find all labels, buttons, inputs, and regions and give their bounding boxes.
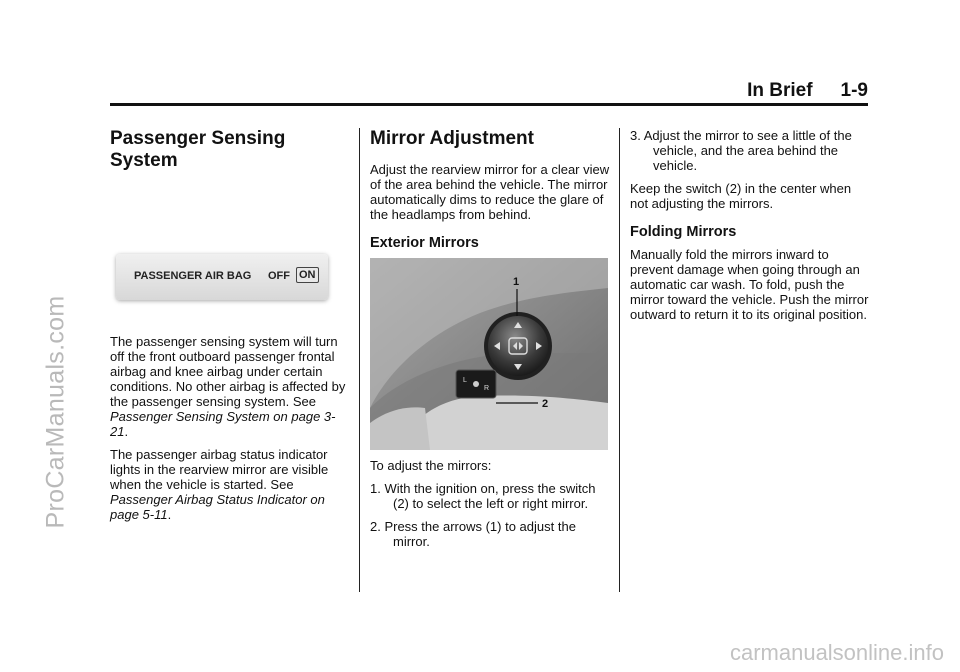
passenger-sensing-end: . [124, 424, 129, 439]
step-2: 2. Press the arrows (1) to adjust the mirror. [370, 519, 576, 549]
airbag-indicator-panel [116, 254, 328, 300]
adjust-lead: To adjust the mirrors: [370, 458, 492, 473]
airbag-indicator-on: ON [296, 267, 319, 283]
column-divider-left [359, 128, 360, 592]
callout-2: 2 [542, 398, 549, 410]
folding-mirrors-text: Manually fold the mirrors inward to prevent damage when going through an automatic car wash. To fold, push the mirror toward the vehicle. Push the mirror outward to return it to its original position. [630, 247, 869, 322]
header-page-number: 1-9 [840, 80, 868, 101]
callout-1: 1 [513, 276, 520, 288]
status-indicator-paragraph [110, 447, 350, 522]
switch-left-letter: L [463, 377, 467, 384]
status-indicator-link[interactable]: Passenger Airbag Status Indicator on page 5-11 [110, 492, 325, 522]
keep-switch-text: Keep the switch (2) in the center when not adjusting the mirrors. [630, 181, 852, 211]
mirror-intro: Adjust the rearview mirror for a clear view of the area behind the vehicle. The mirror automatically dims to reduce the glare of the headlamps from behind. [370, 162, 610, 222]
airbag-indicator-off: OFF [268, 270, 290, 282]
airbag-indicator-label: PASSENGER AIR BAG [134, 270, 252, 282]
middle-column [370, 128, 610, 557]
header-section: In Brief [747, 80, 813, 101]
right-column [630, 128, 870, 330]
step-3: 3. Adjust the mirror to see a little of the vehicle, and the area behind the vehicle. [630, 128, 852, 173]
status-indicator-text: The passenger airbag status indicator lights in the rearview mirror are visible when the vehicle is started. See [110, 447, 329, 492]
page-header [110, 80, 868, 102]
passenger-sensing-link[interactable]: Passenger Sensing System on page 3-21 [110, 409, 336, 439]
mirror-control-photo [370, 258, 608, 450]
exterior-mirrors-heading: Exterior Mirrors [370, 235, 479, 251]
passenger-sensing-title: Passenger Sensing System [110, 128, 286, 171]
side-watermark-text: ProCarManuals.com [41, 295, 70, 529]
column-divider-right [619, 128, 620, 592]
switch-right-letter: R [484, 385, 490, 392]
left-column [110, 128, 350, 530]
step-1: 1. With the ignition on, press the switch (2) to select the left or right mirror. [370, 481, 596, 511]
mirror-adjustment-title: Mirror Adjustment [370, 128, 534, 149]
status-indicator-end: . [167, 507, 172, 522]
folding-mirrors-heading: Folding Mirrors [630, 224, 737, 240]
passenger-sensing-text: The passenger sensing system will turn off the front outboard passenger frontal airbag and knee airbag under certain conditions. No other airbag is affected by the passenger sensing system. See [110, 334, 346, 409]
passenger-sensing-paragraph [110, 334, 350, 439]
footer-watermark: carmanualsonline.info [729, 640, 944, 665]
header-rule [110, 103, 868, 106]
